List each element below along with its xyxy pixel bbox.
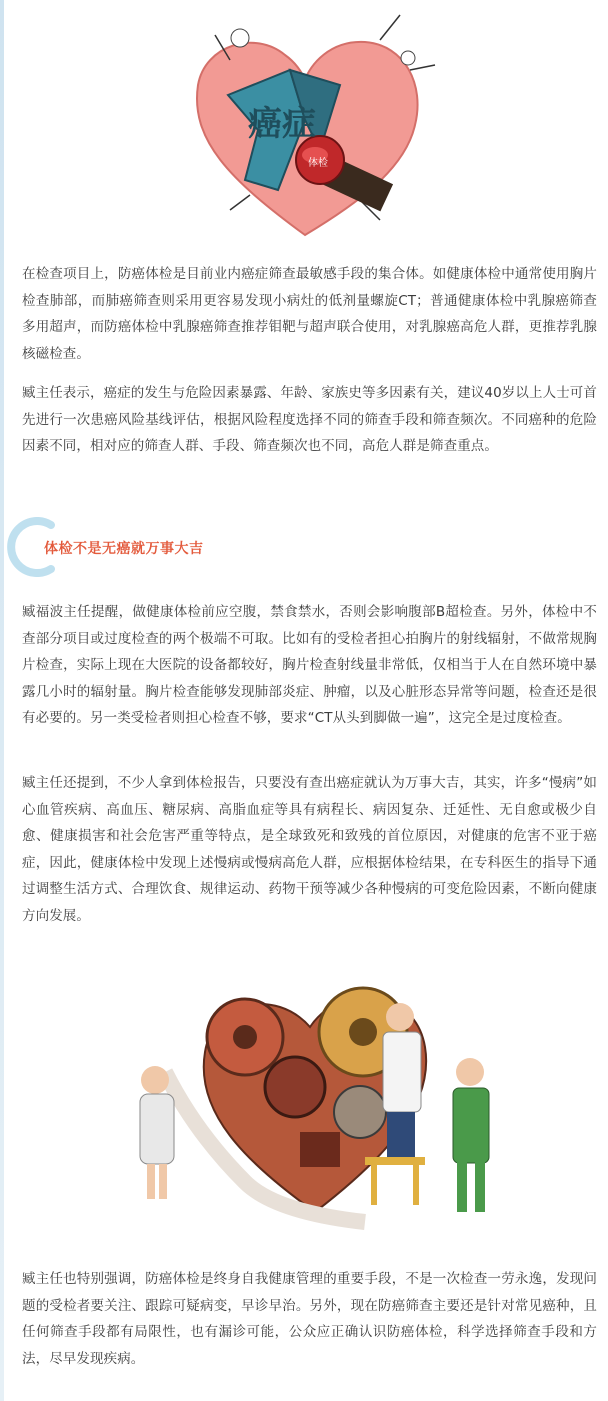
heart-glove-icon [170,0,440,248]
glove-label: 体检 [308,158,328,169]
left-border-rule [0,0,4,1401]
article-paragraph-1: 在检查项目上，防癌体检是目前业内癌症筛查最敏感手段的集合体。如健康体检中通常使用胸片检查肺部，而肺癌筛查则采用更容易发现小病灶的低剂量螺旋CT；普通健康体检中乳腺癌筛查多用超声，而防癌体检中乳腺癌筛查推荐钼靶与超声联合使用，对乳腺癌高危人群，更推荐乳腺核磁检查。 [22,266,597,362]
cancer-boxing-heart-illustration [170,0,440,248]
section-heading [6,517,266,577]
article-paragraph-2: 臧主任表示，癌症的发生与危险因素暴露、年龄、家族史等多因素有关，建议40岁以上人士可首先进行一次患癌风险基线评估，根据风险程度选择不同的筛查手段和筛查频次。不同癌种的危险因素不同，相对应的筛查人群、手段、筛查频次也不同，高危人群是筛查重点。 [22,385,597,454]
heart-gears-icon [125,962,525,1244]
heart-gears-doctors-illustration [125,962,525,1244]
article-paragraph-3: 臧福波主任提醒，做健康体检前应空腹，禁食禁水，否则会影响腹部B超检查。另外，体检中不查部分项目或过度检查的两个极端不可取。比如有的受检者担心拍胸片的射线辐射，不做常规胸片检查，实际上现在大医院的设备都较好，胸片检查射线量非常低，仅相当于人在自然环境中暴露几小时的辐射量。胸片检查能够发现肺部炎症、肿瘤，以及心脏形态异常等问题，检查还是很有必要的。另一类受检者则担心检查不够，要求“CT从头到脚做一遍”，这完全是过度检查。 [22,604,597,726]
cancer-title: 癌症 [248,104,316,144]
article-paragraph-5: 臧主任也特别强调，防癌体检是终身自我健康管理的重要手段，不是一次检查一劳永逸，发现问题的受检者要关注、跟踪可疑病变，早诊早治。另外，现在防癌筛查主要还是针对常见癌种，且任何筛查手段都有局限性，也有漏诊可能，公众应正确认识防癌体检，科学选择筛查手段和方法，尽早发现疾病。 [22,1271,597,1367]
section-heading-text: 体检不是无癌就万事大吉 [44,541,204,557]
article-paragraph-4: 臧主任还提到，不少人拿到体检报告，只要没有查出癌症就认为万事大吉，其实，许多“慢病”如心血管疾病、高血压、糖尿病、高脂血症等具有病程长、病因复杂、迁延性、无自愈或极少自愈、健康损害和社会危害严重等特点，是全球致死和致残的首位原因，对健康的危害不亚于癌症，因此，健康体检中发现上述慢病或慢病高危人群，应根据体检结果，在专科医生的指导下通过调整生活方式、合理饮食、规律运动、药物干预等减少各种慢病的可变危险因素，不断向健康方向发展。 [22,775,597,924]
